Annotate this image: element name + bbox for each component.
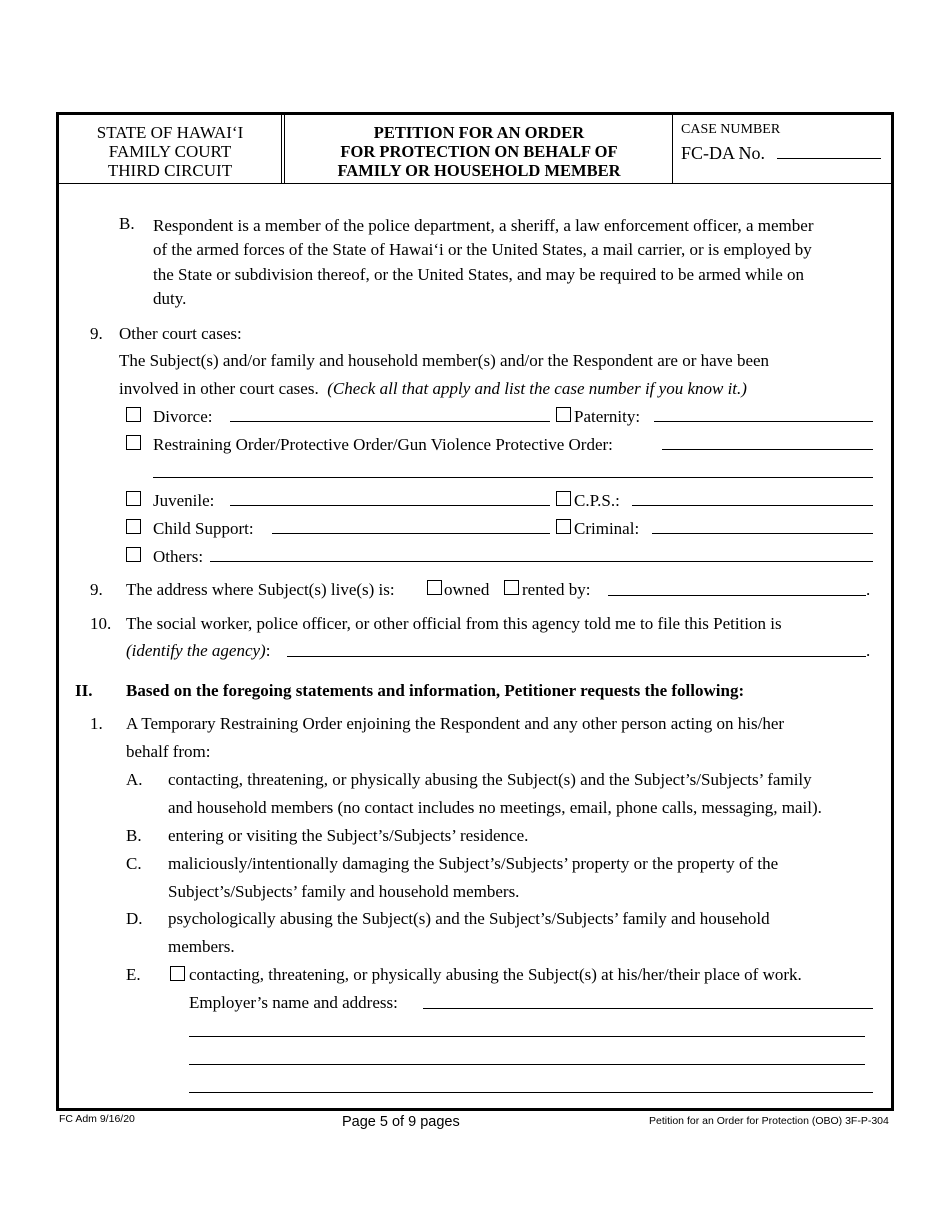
item-b-line: the State or subdivision thereof, or the United States, and may be required to be armed while on bbox=[153, 264, 805, 284]
item-b-line: duty. bbox=[153, 288, 187, 308]
frame-bottom-border bbox=[56, 1108, 894, 1111]
sub-item-letter: B. bbox=[126, 826, 142, 845]
restraining-case-field-2[interactable] bbox=[153, 477, 873, 478]
form-title-line2: FOR PROTECTION ON BEHALF OF bbox=[340, 142, 618, 161]
frame-left-border bbox=[56, 184, 59, 1110]
juvenile-label: Juvenile: bbox=[153, 491, 215, 510]
agency-field[interactable] bbox=[287, 656, 866, 657]
divorce-checkbox[interactable] bbox=[126, 407, 141, 422]
case-number-cell bbox=[673, 115, 891, 183]
child-support-case-field[interactable] bbox=[272, 533, 550, 534]
sub-item-e-text: contacting, threatening, or physically abusing the Subject(s) at his/her/their place of work. bbox=[189, 965, 802, 984]
agency-italic: (identify the agency) bbox=[126, 641, 266, 660]
cps-checkbox[interactable] bbox=[556, 491, 571, 506]
item-b-text bbox=[153, 214, 814, 311]
sub-item-text: and household members (no contact includes no meetings, email, phone calls, messaging, mail). bbox=[168, 798, 822, 817]
divorce-case-field[interactable] bbox=[230, 421, 550, 422]
rented-checkbox[interactable] bbox=[504, 580, 519, 595]
criminal-checkbox[interactable] bbox=[556, 519, 571, 534]
item-b-letter: B. bbox=[119, 214, 135, 233]
header-divider bbox=[284, 115, 285, 183]
item-10-line2 bbox=[126, 641, 270, 661]
form-title-line1: PETITION FOR AN ORDER bbox=[373, 123, 585, 142]
case-prefix: FC-DA No. bbox=[681, 143, 766, 163]
cps-case-field[interactable] bbox=[632, 505, 873, 506]
sub-item-letter: C. bbox=[126, 854, 142, 873]
rented-label: rented by: bbox=[522, 580, 591, 599]
agency-colon: : bbox=[265, 641, 271, 660]
sub-item-text: maliciously/intentionally damaging the Subject’s/Subjects’ property or the property of the bbox=[168, 854, 779, 873]
child-support-checkbox[interactable] bbox=[126, 519, 141, 534]
rented-by-field[interactable] bbox=[608, 595, 866, 596]
sub-item-e-letter: E. bbox=[126, 965, 141, 984]
form-header bbox=[56, 112, 894, 184]
case-number-field[interactable] bbox=[777, 158, 881, 159]
item-9-heading: Other court cases: bbox=[119, 324, 242, 343]
court-name: FAMILY COURT bbox=[108, 142, 232, 161]
item-10-line1: The social worker, police officer, or other official from this agency told me to file this Petition is bbox=[126, 614, 782, 633]
footer-page-number: Page 5 of 9 pages bbox=[342, 1114, 460, 1130]
court-state: STATE OF HAWAI‘I bbox=[96, 123, 244, 142]
employer-field-4[interactable] bbox=[189, 1092, 873, 1093]
agency-period: . bbox=[866, 641, 871, 660]
item-b-line: Respondent is a member of the police department, a sheriff, a law enforcement officer, a member bbox=[153, 216, 814, 235]
workplace-checkbox[interactable] bbox=[170, 966, 185, 981]
paternity-checkbox[interactable] bbox=[556, 407, 571, 422]
item-9-intro-line1: The Subject(s) and/or family and household member(s) and/or the Respondent are or have been bbox=[119, 351, 770, 370]
item-10-number: 10. bbox=[90, 614, 112, 633]
child-support-label: Child Support: bbox=[153, 519, 254, 538]
others-label: Others: bbox=[153, 547, 204, 566]
footer-form-code: FC Adm 9/16/20 bbox=[59, 1113, 135, 1125]
others-case-field[interactable] bbox=[210, 561, 873, 562]
sub-item-text: contacting, threatening, or physically abusing the Subject(s) and the Subject’s/Subjects’ family bbox=[168, 770, 812, 789]
footer-form-title: Petition for an Order for Protection (OBO) 3F-P-304 bbox=[649, 1115, 889, 1127]
sub-item-text: entering or visiting the Subject’s/Subjects’ residence. bbox=[168, 826, 529, 845]
court-circuit: THIRD CIRCUIT bbox=[107, 161, 233, 180]
restraining-case-field[interactable] bbox=[662, 449, 873, 450]
others-checkbox[interactable] bbox=[126, 547, 141, 562]
juvenile-case-field[interactable] bbox=[230, 505, 550, 506]
section-ii-numeral: II. bbox=[75, 681, 93, 700]
form-title bbox=[286, 115, 672, 183]
sub-item-text: psychologically abusing the Subject(s) and the Subject’s/Subjects’ family and household bbox=[168, 909, 770, 928]
owned-checkbox[interactable] bbox=[427, 580, 442, 595]
intro-plain: involved in other court cases. bbox=[119, 379, 319, 398]
paternity-case-field[interactable] bbox=[654, 421, 873, 422]
court-info bbox=[59, 115, 282, 183]
section-ii-item1-number: 1. bbox=[90, 714, 103, 733]
restraining-checkbox[interactable] bbox=[126, 435, 141, 450]
employer-label: Employer’s name and address: bbox=[189, 993, 398, 1012]
juvenile-checkbox[interactable] bbox=[126, 491, 141, 506]
divorce-label: Divorce: bbox=[153, 407, 213, 426]
sub-item-letter: D. bbox=[126, 909, 143, 928]
section-ii-item1-line2: behalf from: bbox=[126, 742, 211, 761]
item-b-line: of the armed forces of the State of Hawai‘i or the United States, a mail carrier, or is employed by bbox=[153, 240, 812, 260]
owned-label: owned bbox=[444, 580, 490, 599]
criminal-case-field[interactable] bbox=[652, 533, 873, 534]
section-ii-heading: Based on the foregoing statements and information, Petitioner requests the following: bbox=[126, 681, 745, 700]
employer-field[interactable] bbox=[423, 1008, 873, 1009]
section-ii-item1-line1: A Temporary Restraining Order enjoining the Respondent and any other person acting on his/her bbox=[126, 714, 785, 733]
employer-field-3[interactable] bbox=[189, 1064, 865, 1065]
address-period: . bbox=[866, 580, 871, 599]
form-title-line3: FAMILY OR HOUSEHOLD MEMBER bbox=[337, 161, 621, 180]
frame-right-border bbox=[891, 184, 894, 1110]
sub-item-text: members. bbox=[168, 937, 235, 956]
restraining-label: Restraining Order/Protective Order/Gun Violence Protective Order: bbox=[153, 435, 613, 454]
item-9b-number: 9. bbox=[90, 580, 103, 599]
cps-label: C.P.S.: bbox=[574, 491, 620, 510]
criminal-label: Criminal: bbox=[574, 519, 640, 538]
case-number-label: CASE NUMBER bbox=[681, 122, 781, 137]
employer-field-2[interactable] bbox=[189, 1036, 865, 1037]
sub-item-text: Subject’s/Subjects’ family and household members. bbox=[168, 882, 520, 901]
intro-italic: (Check all that apply and list the case number if you know it.) bbox=[327, 379, 747, 398]
sub-item-letter: A. bbox=[126, 770, 143, 789]
address-text: The address where Subject(s) live(s) is: bbox=[126, 580, 395, 599]
paternity-label: Paternity: bbox=[574, 407, 641, 426]
item-9-number: 9. bbox=[90, 324, 103, 343]
item-9-intro-line2 bbox=[119, 379, 747, 399]
